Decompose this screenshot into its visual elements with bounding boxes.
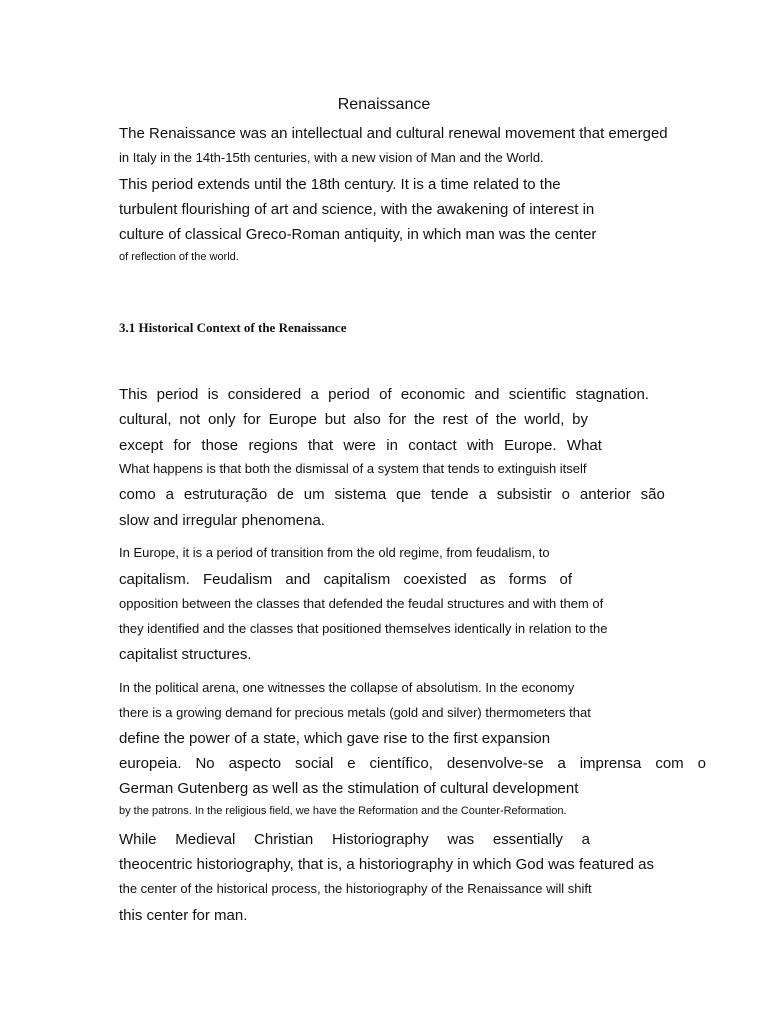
word: imprensa [579, 755, 642, 772]
intro-line-6: of reflection of the world. [119, 251, 239, 263]
word: cultural, [119, 411, 172, 428]
word: social [295, 755, 334, 772]
word: scientific [508, 386, 567, 403]
word: This [119, 386, 148, 403]
p1-line-1 [119, 387, 649, 402]
p2-line-2 [119, 572, 572, 587]
word: What [566, 437, 602, 454]
word: by [572, 411, 588, 428]
word: regions [248, 437, 298, 454]
word: not [179, 411, 201, 428]
word: and [474, 386, 500, 403]
p2-line-3: opposition between the classes that defended the feudal structures and with them of [119, 596, 604, 611]
intro-line-3: This period extends until the 18th century. It is a time related to the [119, 176, 561, 193]
word: coexisted [403, 571, 467, 588]
intro-line-4: turbulent flourishing of art and science, with the awakening of interest in [119, 201, 595, 218]
word: the [413, 411, 435, 428]
p3-line-3: define the power of a state, which gave rise to the first expansion [119, 730, 551, 747]
p1-line-6: slow and irregular phenomena. [119, 512, 325, 529]
p4-line-1 [119, 832, 590, 847]
word: capitalism [323, 571, 391, 588]
word: a [165, 486, 174, 503]
p1-line-2 [119, 412, 588, 427]
word: europeia. [119, 755, 182, 772]
word: considered [227, 386, 302, 403]
word: que [396, 486, 422, 503]
section-heading: 3.1 Historical Context of the Renaissance [119, 320, 347, 335]
word: anterior [579, 486, 631, 503]
word: only [207, 411, 236, 428]
word: world, [524, 411, 565, 428]
word: são [640, 486, 665, 503]
word: of [559, 571, 572, 588]
word: were [343, 437, 376, 454]
word: estruturação [183, 486, 268, 503]
word: Feudalism [203, 571, 273, 588]
word: contact [408, 437, 457, 454]
word: economic [400, 386, 466, 403]
word: a [478, 486, 487, 503]
word: científico, [369, 755, 433, 772]
p4-line-3: the center of the historical process, the historiography of the Renaissance will shift [119, 881, 592, 896]
word: essentially [492, 831, 563, 848]
word: capitalism. [119, 571, 190, 588]
word: of [475, 411, 488, 428]
word: period [156, 386, 199, 403]
word: desenvolve-se [446, 755, 544, 772]
word: stagnation. [575, 386, 649, 403]
intro-line-5: culture of classical Greco-Roman antiquity, in which man was the center [119, 226, 597, 243]
word: Christian [254, 831, 314, 848]
word: was [447, 831, 475, 848]
p1-line-5 [119, 487, 665, 502]
word: but [324, 411, 346, 428]
word: No [195, 755, 215, 772]
word: sistema [334, 486, 387, 503]
word: subsistir [496, 486, 552, 503]
word: as [479, 571, 496, 588]
word: rest [442, 411, 468, 428]
word: except [119, 437, 164, 454]
p1-line-4: What happens is that both the dismissal of a system that tends to extinguish itself [119, 461, 587, 476]
word: the [495, 411, 517, 428]
p4-line-2: theocentric historiography, that is, a historiography in which God was featured as [119, 856, 655, 873]
word: forms [508, 571, 547, 588]
word: that [308, 437, 334, 454]
word: como [119, 486, 156, 503]
word: Europe [268, 411, 317, 428]
p3-line-6: by the patrons. In the religious field, we have the Reformation and the Counter-Reformation. [119, 805, 567, 817]
word: a [310, 386, 319, 403]
word: aspecto [228, 755, 282, 772]
word: e [347, 755, 356, 772]
word: com [655, 755, 684, 772]
word: o [697, 755, 706, 772]
word: de [277, 486, 294, 503]
intro-line-1: The Renaissance was an intellectual and cultural renewal movement that emerged [119, 125, 668, 142]
word: Medieval [175, 831, 236, 848]
intro-line-2: in Italy in the 14th-15th centuries, with a new vision of Man and the World. [119, 150, 544, 165]
word: those [201, 437, 239, 454]
word: for [243, 411, 261, 428]
word: is [207, 386, 219, 403]
word: also [353, 411, 381, 428]
p2-line-4: they identified and the classes that positioned themselves identically in relation to the [119, 621, 608, 636]
word: Europe. [504, 437, 557, 454]
word: a [581, 831, 590, 848]
word: um [303, 486, 325, 503]
word: of [379, 386, 392, 403]
word: a [557, 755, 566, 772]
p3-line-5: German Gutenberg as well as the stimulation of cultural development [119, 780, 579, 797]
word: in [386, 437, 398, 454]
p4-line-4: this center for man. [119, 907, 248, 924]
p1-line-3 [119, 438, 602, 453]
word: for [173, 437, 192, 454]
word: with [466, 437, 494, 454]
word: for [388, 411, 407, 428]
p3-line-2: there is a growing demand for precious metals (gold and silver) thermometers that [119, 705, 591, 720]
word: o [561, 486, 570, 503]
p2-line-5: capitalist structures. [119, 646, 252, 663]
p3-line-1: In the political arena, one witnesses the collapse of absolutism. In the economy [119, 680, 575, 695]
p2-line-1: In Europe, it is a period of transition from the old regime, from feudalism, to [119, 545, 550, 560]
word: period [328, 386, 370, 403]
document-title: Renaissance [337, 96, 431, 113]
word: Historiography [331, 831, 429, 848]
word: tende [431, 486, 469, 503]
word: and [285, 571, 311, 588]
p3-line-4 [119, 756, 706, 771]
word: While [119, 831, 157, 848]
